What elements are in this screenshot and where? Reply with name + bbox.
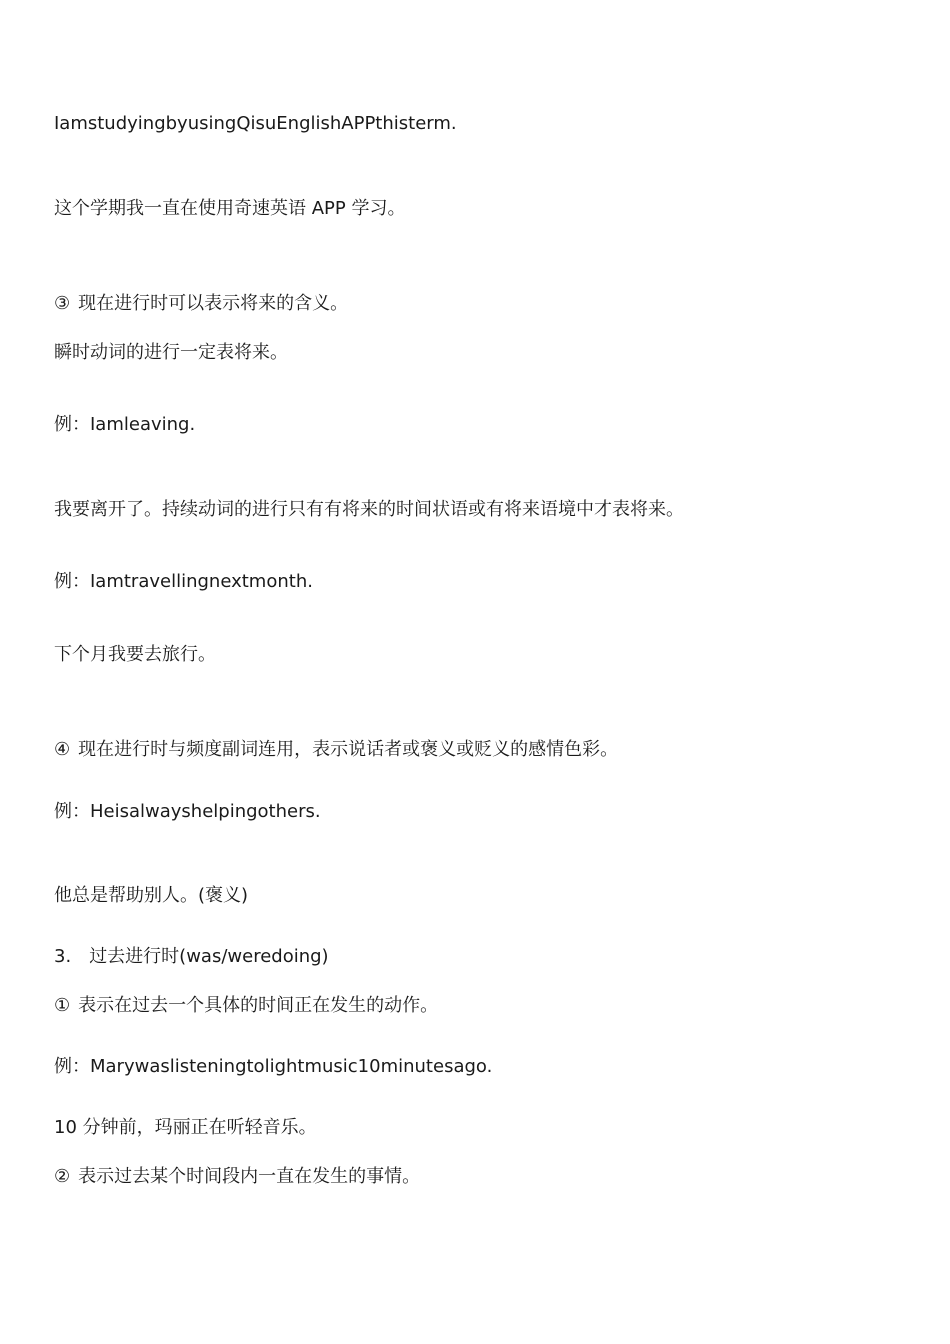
example-sentence-english bbox=[54, 800, 321, 824]
example-translation bbox=[54, 1116, 317, 1140]
line-text: 表示过去某个时间段内一直在发生的事情。 bbox=[78, 1166, 421, 1187]
line-text: 10 分钟前，玛丽正在听轻音乐。 bbox=[54, 1117, 317, 1138]
line-text: 例：Marywaslisteningtolightmusic10minutesago. bbox=[54, 1056, 493, 1077]
line-text: IamstudyingbyusingQisuEnglishAPPthisterm. bbox=[54, 113, 457, 134]
line-text: 瞬时动词的进行一定表将来。 bbox=[54, 342, 288, 363]
line-text: 例：Iamtravellingnextmonth. bbox=[54, 571, 313, 592]
line-text: 现在进行时与频度副词连用，表示说话者或褒义或贬义的感情色彩。 bbox=[78, 739, 619, 760]
example-sentence-english bbox=[54, 413, 195, 437]
example-translation bbox=[54, 884, 248, 908]
section-heading bbox=[54, 945, 329, 969]
list-marker: 3. bbox=[54, 946, 72, 967]
example-sentence-english bbox=[54, 112, 457, 136]
line-text: 过去进行时(was/weredoing) bbox=[89, 946, 329, 967]
example-sentence-english bbox=[54, 1055, 492, 1079]
rule-note bbox=[54, 341, 288, 365]
line-text: 表示在过去一个具体的时间正在发生的动作。 bbox=[78, 995, 439, 1016]
list-marker: ② bbox=[54, 1166, 71, 1187]
list-marker: ④ bbox=[54, 739, 71, 760]
example-translation bbox=[54, 197, 405, 221]
line-text: 这个学期我一直在使用奇速英语 APP 学习。 bbox=[54, 198, 406, 219]
example-translation bbox=[54, 643, 216, 667]
line-text: 例：Heisalwayshelpingothers. bbox=[54, 801, 321, 822]
example-sentence-english bbox=[54, 570, 313, 594]
line-text: 现在进行时可以表示将来的含义。 bbox=[78, 293, 349, 314]
list-marker: ① bbox=[54, 995, 71, 1016]
example-translation bbox=[54, 498, 684, 522]
line-text: 例：Iamleaving. bbox=[54, 414, 196, 435]
line-text: 他总是帮助别人。(褒义) bbox=[54, 885, 249, 906]
rule-heading bbox=[54, 1165, 420, 1189]
line-text: 下个月我要去旅行。 bbox=[54, 644, 216, 665]
line-text: 我要离开了。持续动词的进行只有有将来的时间状语或有将来语境中才表将来。 bbox=[54, 499, 684, 520]
rule-heading bbox=[54, 738, 618, 762]
list-marker: ③ bbox=[54, 293, 71, 314]
rule-heading bbox=[54, 994, 438, 1018]
rule-heading bbox=[54, 292, 348, 316]
